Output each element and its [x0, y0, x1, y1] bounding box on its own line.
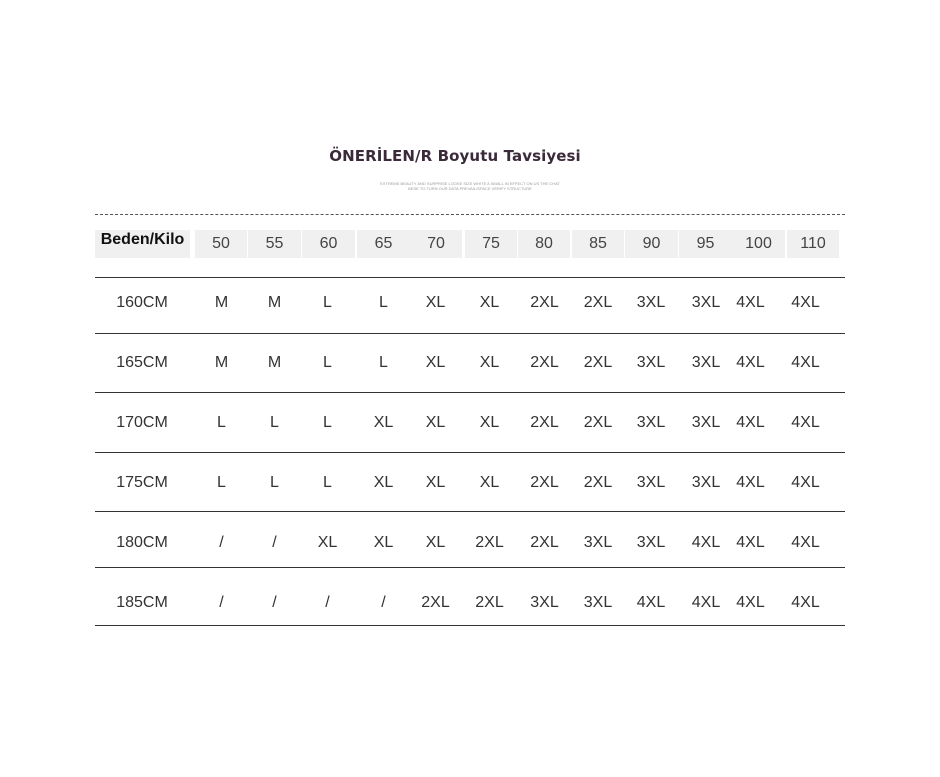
row-divider: [95, 333, 845, 334]
row-divider: [95, 567, 845, 568]
weight-header-cell: 90: [625, 230, 678, 258]
size-cell: 3XL: [636, 534, 666, 551]
height-cell: 170CM: [116, 414, 168, 431]
size-cell: 2XL: [475, 594, 504, 611]
size-cell: L: [323, 474, 332, 491]
size-cell: L: [217, 414, 226, 431]
weight-header-cell: 80: [518, 230, 570, 258]
size-cell: 4XL: [791, 534, 820, 551]
subtitle-line: BESE TO TURN OUR DATA PREVAIL/SPACE VERIFY STRUCTURE: [408, 186, 532, 191]
size-cell: 3XL: [691, 474, 721, 491]
size-cell: 3XL: [691, 414, 721, 431]
size-cell: 4XL: [791, 414, 820, 431]
size-cell: L: [270, 474, 279, 491]
size-cell: /: [381, 594, 386, 611]
weight-header-cell: 85: [572, 230, 624, 258]
size-cell: XL: [373, 414, 394, 431]
size-cell: 4XL: [691, 534, 721, 551]
size-cell: 3XL: [636, 354, 666, 371]
size-cell: L: [270, 414, 279, 431]
weight-header-cell: 95: [679, 230, 732, 258]
page-title: ÖNERİLEN/R Boyutu Tavsiyesi: [329, 147, 581, 165]
size-cell: 4XL: [736, 414, 765, 431]
size-cell: /: [272, 534, 277, 551]
weight-header-cell: 70: [410, 230, 462, 258]
size-cell: 4XL: [791, 594, 820, 611]
size-cell: 3XL: [691, 354, 721, 371]
row-divider: [95, 511, 845, 512]
table-row: [95, 468, 845, 498]
size-cell: 2XL: [530, 534, 559, 551]
size-cell: 2XL: [530, 294, 559, 311]
corner-label: Beden/Kilo: [95, 230, 190, 258]
weight-header-cell: 65: [357, 230, 410, 258]
size-cell: 3XL: [691, 294, 721, 311]
height-cell: 180CM: [116, 534, 168, 551]
table-row: [95, 288, 845, 318]
size-cell: 4XL: [791, 474, 820, 491]
size-cell: L: [323, 294, 332, 311]
size-cell: XL: [479, 354, 500, 371]
size-cell: /: [325, 594, 330, 611]
size-cell: 3XL: [583, 594, 613, 611]
row-divider: [95, 277, 845, 278]
weight-header-cell: 110: [787, 230, 839, 258]
size-cell: M: [267, 294, 282, 311]
size-cell: 4XL: [736, 534, 765, 551]
size-cell: 4XL: [691, 594, 721, 611]
size-cell: 4XL: [736, 594, 765, 611]
size-cell: 4XL: [636, 594, 666, 611]
size-cell: 3XL: [636, 414, 666, 431]
size-cell: XL: [425, 414, 446, 431]
dashed-divider: [95, 214, 845, 215]
size-cell: XL: [373, 534, 394, 551]
size-cell: 2XL: [583, 474, 613, 491]
size-cell: 2XL: [530, 474, 559, 491]
size-cell: XL: [373, 474, 394, 491]
table-row: [95, 528, 845, 558]
size-cell: /: [272, 594, 277, 611]
height-cell: 185CM: [116, 594, 168, 611]
size-cell: XL: [479, 294, 500, 311]
size-cell: L: [323, 354, 332, 371]
size-cell: XL: [317, 534, 338, 551]
weight-header-cell: 100: [732, 230, 785, 258]
size-cell: L: [217, 474, 226, 491]
size-cell: 4XL: [736, 474, 765, 491]
table-header-row: [95, 230, 845, 258]
size-cell: XL: [425, 534, 446, 551]
size-cell: 4XL: [736, 354, 765, 371]
size-cell: 3XL: [636, 294, 666, 311]
size-cell: XL: [479, 414, 500, 431]
size-cell: M: [267, 354, 282, 371]
size-cell: 4XL: [791, 294, 820, 311]
size-cell: 2XL: [475, 534, 504, 551]
size-cell: M: [214, 354, 229, 371]
row-divider: [95, 452, 845, 453]
size-cell: M: [214, 294, 229, 311]
height-cell: 165CM: [116, 354, 168, 371]
row-divider: [95, 625, 845, 626]
size-cell: 3XL: [636, 474, 666, 491]
size-cell: 3XL: [583, 534, 613, 551]
size-cell: /: [219, 534, 224, 551]
subtitle-line: EXTREME BEAUTY AND SURPRISE LOOSE SIZE WHITE A SMALL IN EFFECT ON US THE CHAT: [380, 181, 560, 186]
size-cell: 2XL: [583, 414, 613, 431]
size-cell: XL: [479, 474, 500, 491]
size-cell: L: [323, 414, 332, 431]
size-cell: 2XL: [530, 354, 559, 371]
table-row: [95, 408, 845, 438]
weight-header-cell: 55: [248, 230, 301, 258]
table-row: [95, 348, 845, 378]
size-cell: 4XL: [736, 294, 765, 311]
weight-header-cell: 60: [302, 230, 355, 258]
size-cell: 4XL: [791, 354, 820, 371]
weight-header-cell: 75: [465, 230, 517, 258]
row-divider: [95, 392, 845, 393]
subtitle: [0, 181, 940, 191]
height-cell: 175CM: [116, 474, 168, 491]
height-cell: 160CM: [116, 294, 168, 311]
size-cell: XL: [425, 294, 446, 311]
size-cell: XL: [425, 474, 446, 491]
size-cell: L: [379, 354, 388, 371]
size-cell: L: [379, 294, 388, 311]
size-cell: 2XL: [530, 414, 559, 431]
size-cell: XL: [425, 354, 446, 371]
size-cell: 2XL: [421, 594, 450, 611]
table-row: [95, 588, 845, 618]
weight-header-cell: 50: [195, 230, 247, 258]
size-cell: 2XL: [583, 294, 613, 311]
size-cell: 3XL: [530, 594, 559, 611]
size-cell: /: [219, 594, 224, 611]
size-cell: 2XL: [583, 354, 613, 371]
